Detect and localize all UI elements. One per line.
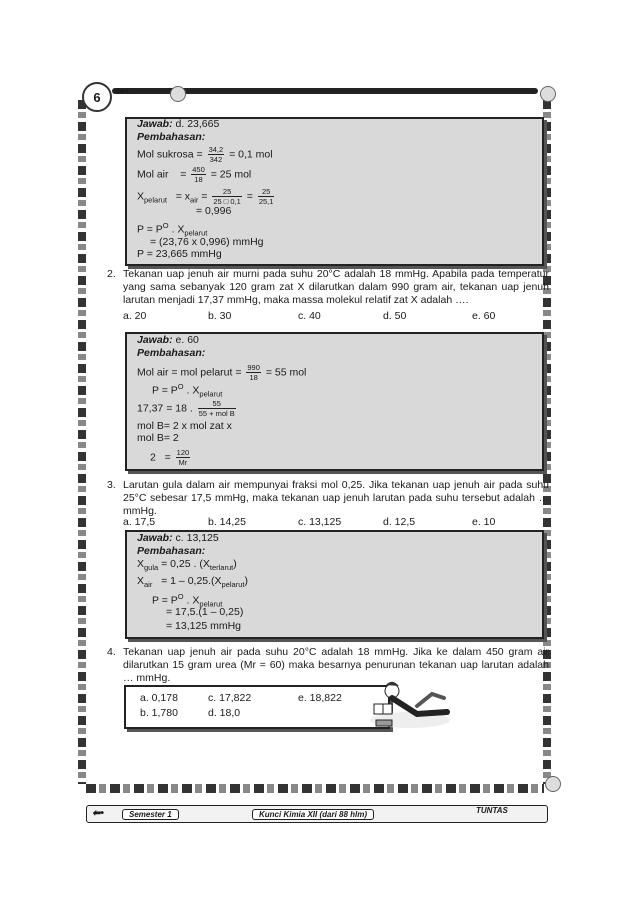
page-number: 6 [82,82,112,112]
semester-label: Semester 1 [122,809,179,820]
p-formula: $P = P^O$ . $X_{pelarut}$ [152,382,223,399]
p-calc: = (23,76 x 0,996) mmHg [150,236,264,248]
arrow-left-icon: ⬅• [115,84,130,98]
book-title: Kunci Kimia XII (dari 88 hlm) [252,809,374,820]
jawab-label: Jawab: [137,532,173,544]
option-b[interactable]: b. 30 [208,310,232,322]
option-e[interactable]: e. 18,822 [298,692,342,704]
bottom-border [86,784,544,793]
mr-line: 2 = $\frac{120}{Mr}$ [150,448,190,467]
mol-air-line: Mol air = $\frac{450}{18}$ = 25 mol [137,165,252,184]
equation-line: 17,37 = 18 . $\frac{55}{\text{55 + mol B}}$ [137,399,235,418]
p-result: = 13,125 mmHg [166,620,241,632]
x-gula-line: $X_{gula} = 0,25$ . $(X_{terlarut})$ [137,558,237,573]
option-c[interactable]: c. 17,822 [208,692,252,704]
arrow-left-icon: ⬅• [92,808,104,819]
mol-sukrosa-line: Mol sukrosa = $\frac{34,2}{342}$ = 0,1 mol [137,145,273,164]
mol-b-line: mol B= 2 x mol zat x [137,420,232,432]
pembahasan-label: Pembahasan: [137,347,206,359]
option-c[interactable]: c. 13,125 [298,516,342,528]
question-text: Tekanan uap jenuh air pada suhu 20°C adalah 18 mmHg. Jika ke dalam 450 gram air dilarutkan 15 gram urea (Mr = 60) maka besarnya penurunan tekanan uap larutan adalah … mmHg. [123,646,549,684]
p-calc: = 17,5.(1 – 0,25) [166,606,244,618]
pembahasan-label: Pembahasan: [137,545,206,557]
mol-air-line: Mol air = mol pelarut = $\frac{990}{18}$ = 55 mol [137,363,307,382]
option-e[interactable]: e. 10 [472,516,496,528]
question-text: Tekanan uap jenuh air murni pada suhu 20°C adalah 18 mmHg. Apabila pada temperatur yang sama sebanyak 120 gram zat X dilarutkan dalam 990 gram air, tekanan uap jenuh larutan menjadi 17,37 mmHg, maka massa molekul relatif zat X adalah …. [123,268,549,306]
question-number: 3. [107,479,116,491]
jawab-value: e. 60 [175,334,199,346]
option-c[interactable]: c. 40 [298,310,321,322]
dot-icon [540,86,556,102]
question-text: Larutan gula dalam air mempunyai fraksi mol 0,25. Jika tekanan uap jenuh air pada suhu 25°C sebesar 17,5 mmHg, maka tekanan uap jenuh larutan pada suhu tersebut adalah … mmHg. [123,479,549,517]
x-pelarut-line: $X_{pelarut}$ = $x_{air}$ = $\frac{25}{25 □ 0,1}$ = $\frac{25}{25,1}$ [137,187,274,206]
option-d[interactable]: d. 50 [383,310,407,322]
question-number: 4. [107,646,116,658]
jawab-label: Jawab: [137,118,173,130]
option-b[interactable]: b. 1,780 [140,707,178,719]
question-number: 2. [107,268,116,280]
p-result: P = 23,665 mmHg [137,248,222,260]
option-e[interactable]: e. 60 [472,310,496,322]
jawab-label: Jawab: [137,334,173,346]
p-formula: $P = P^O$ . $X_{pelarut}$ [152,592,223,609]
left-border [78,100,86,784]
pembahasan-label: Pembahasan: [137,131,206,143]
dot-icon [170,86,186,102]
reading-child-illustration [362,676,457,736]
option-d[interactable]: d. 12,5 [383,516,416,528]
option-d[interactable]: d. 18,0 [208,707,241,719]
option-b[interactable]: b. 14,25 [208,516,246,528]
mol-b-value: mol B= 2 [137,432,179,444]
jawab-value: d. 23,665 [175,118,220,130]
x-air-line: $X_{air}$ = $1 - 0,25.(X_{pelarut})$ [137,575,248,590]
option-a[interactable]: a. 0,178 [140,692,178,704]
option-a[interactable]: a. 20 [123,310,147,322]
dot-icon [545,776,561,792]
p-formula: $P = P^O$ . $X_{pelarut}$ [137,221,208,238]
option-a[interactable]: a. 17,5 [123,516,156,528]
jawab-value: c. 13,125 [175,532,219,544]
brand-label: TUNTAS [476,806,508,815]
x-result: = 0,996 [196,205,232,217]
